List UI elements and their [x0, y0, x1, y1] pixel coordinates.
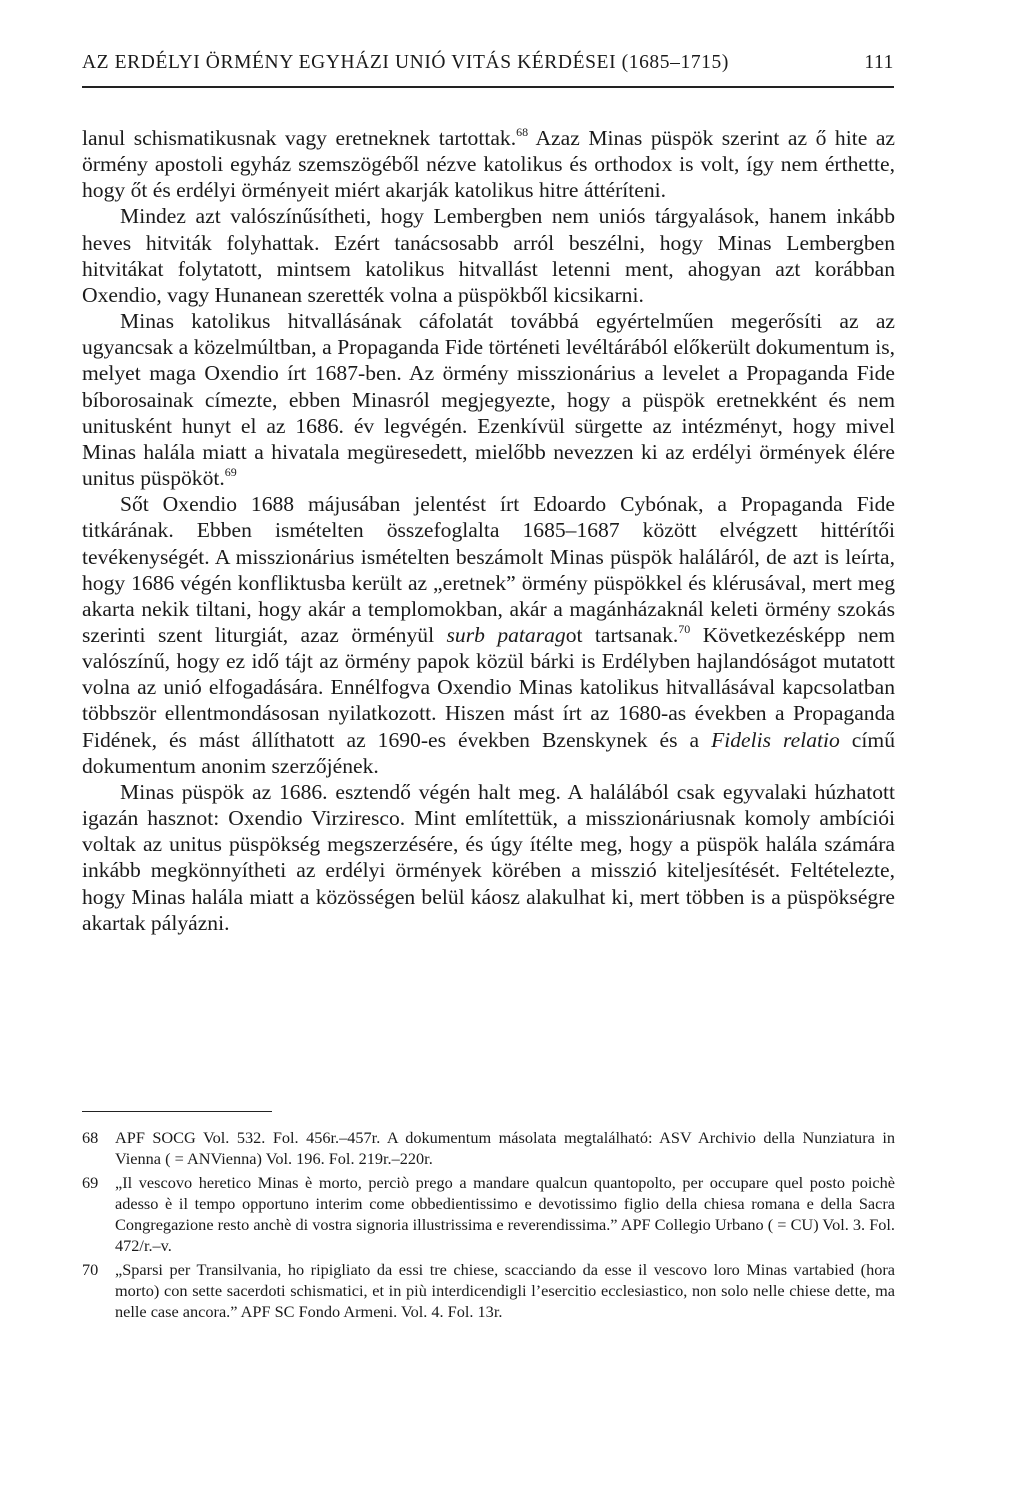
footnote-number: 69	[82, 1172, 99, 1192]
text-run: című dokumentum anonim szerzőjének.	[82, 727, 895, 778]
italic-title: Fidelis relatio	[711, 727, 840, 752]
footnote-rule	[82, 1111, 272, 1112]
footnote-number: 68	[82, 1128, 99, 1147]
header-rule	[82, 86, 894, 88]
footnote-ref-70[interactable]: 70	[678, 621, 691, 636]
paragraph: Minas püspök az 1686. esztendő végén halt meg. A halálából csak egyvalaki húzhatott igazán hasznot: Oxendio Virziresco. Mint említettük, a misszionáriusnak komoly ambíciói voltak az unitus püspökség megszerzésére, és úgy ítélte meg, hogy a püspök halála számára inkább megkönnyítheti az erdélyi örmények körében a misszió kiteljesítését. Feltételezte, hogy Minas halála miatt a közösségen belül káosz alakulhat ki, mert többen is a püspökségre akartak pályázni.	[82, 779, 895, 935]
text-run: ot tartsanak.	[565, 622, 679, 647]
text-run: Minas katolikus hitvallásának cáfolatát továbbá egyértelműen megerősíti az az ugyancsak a közelmúltban, a Propaganda Fide történeti levéltárából előkerült dokumentum is, melyet maga Oxendio írt 1687-ben. Az örmény misszionárius a levelet a Propaganda Fide bíborosainak címezte, ebben Minasról megjegyezte, hogy a püspök eretnekként és nem unitusként hunyt el az 1686. év legvégén. Ezenkívül sürgette az intézményt, hogy mivel Minas halála miatt a hivatala megüresedett, mielőbb nevezzen ki az erdélyi örmények élére unitus püspököt.	[82, 309, 895, 491]
page-number: 111	[864, 52, 894, 73]
footnote-text: „Sparsi per Transilvania, ho ripigliato da essi tre chiese, scacciando da esse il vescovo loro Minas vartabied (hora morto) con sette sacerdoti schismatici, et in più interdicendigli l’esercitio ecclesiastico, non solo nelle chiese dette, ma nelle case ancora.” APF SC Fondo Armeni. Vol. 4. Fol. 13r.	[115, 1259, 895, 1322]
footnote	[82, 1127, 895, 1170]
footnote-text: „Il vescovo heretico Minas è morto, perciò prego a mandare qualcun quantopolto, per occupare quel posto poichè adesso è il tempo opportuno interim come obbedientissimo e devotissimo figlio della chiesa romana e della Sacra Congregazione resto anchè di vostra signoria illustrissima e reverendissima.” APF Collegio Urbano ( = CU) Vol. 3. Fol. 472/r.–v.	[115, 1172, 895, 1256]
paragraph	[82, 308, 895, 491]
footnote	[82, 1172, 895, 1257]
text-run: Azaz Minas püspök szerint az ő hite az örmény apostoli egyház szemszögéből nézve katolikus és orthodox is volt, így nem érthette, hogy őt és erdélyi örményeit miért akarják katolikus hitre áttéríteni.	[82, 126, 895, 203]
text-run: Következésképp nem valószínű, hogy ez idő tájt az örmény papok közül bárki is Erdélyben hajlandóságot mutatott volna az unió elfogadására. Ennélfogva Oxendio Minas katolikus hitvallásával kapcsolatban többször ellentmondásosan nyilatkozott. Hiszen mást írt az 1680-as években a Propaganda Fidének, és mást állíthatott az 1690-es években Bzenskynek és a	[82, 622, 895, 752]
paragraph	[82, 491, 895, 779]
running-title: AZ ERDÉLYI ÖRMÉNY EGYHÁZI UNIÓ VITÁS KÉRDÉSEI (1685–1715)	[82, 52, 729, 73]
footnote	[82, 1259, 895, 1323]
paragraph	[82, 125, 895, 203]
text-run: Sőt Oxendio 1688 májusában jelentést írt Edoardo Cybónak, a Propaganda Fide titkárának. Ebben ismételten összefoglalta 1685–1687 között elvégzett hittérítői tevékenységét. A misszionárius ismételten beszámolt Minas püspök haláláról, de azt is leírta, hogy 1686 végén konfliktusba került az „eretnek” örmény püspökkel és klérusával, mert meg akarta nekik tiltani, hogy akár a templomokban, akár a magánházaknál keleti örmény szokás szerinti szent liturgiát, azaz örményül	[82, 492, 895, 647]
footnote-ref-68[interactable]: 68	[516, 125, 529, 139]
paragraph: Mindez azt valószínűsítheti, hogy Lembergben nem uniós tárgyalások, hanem inkább heves hitviták folyhattak. Ezért tanácsosabb arról beszélni, hogy Minas Lembergben hitvitákat folytatott, mintsem katolikus hitvallást letenni ment, ahogyan azt korábban Oxendio, vagy Hunanean szerették volna a püspökből kicsikarni.	[82, 204, 895, 307]
running-header	[82, 52, 894, 74]
footnote-number: 70	[82, 1259, 99, 1279]
italic-term: surb patarag	[446, 622, 566, 647]
footnote-ref-69[interactable]: 69	[224, 465, 237, 480]
main-text	[82, 125, 895, 936]
text-run: lanul schismatikusnak vagy eretneknek tartottak.	[82, 126, 517, 150]
footnote-text: APF SOCG Vol. 532. Fol. 456r.–457r. A dokumentum másolata megtalálható: ASV Archivio della Nunziatura in Vienna ( = ANVienna) Vol. 196. Fol. 219r.–220r.	[115, 1128, 895, 1169]
footnotes	[82, 1127, 895, 1325]
